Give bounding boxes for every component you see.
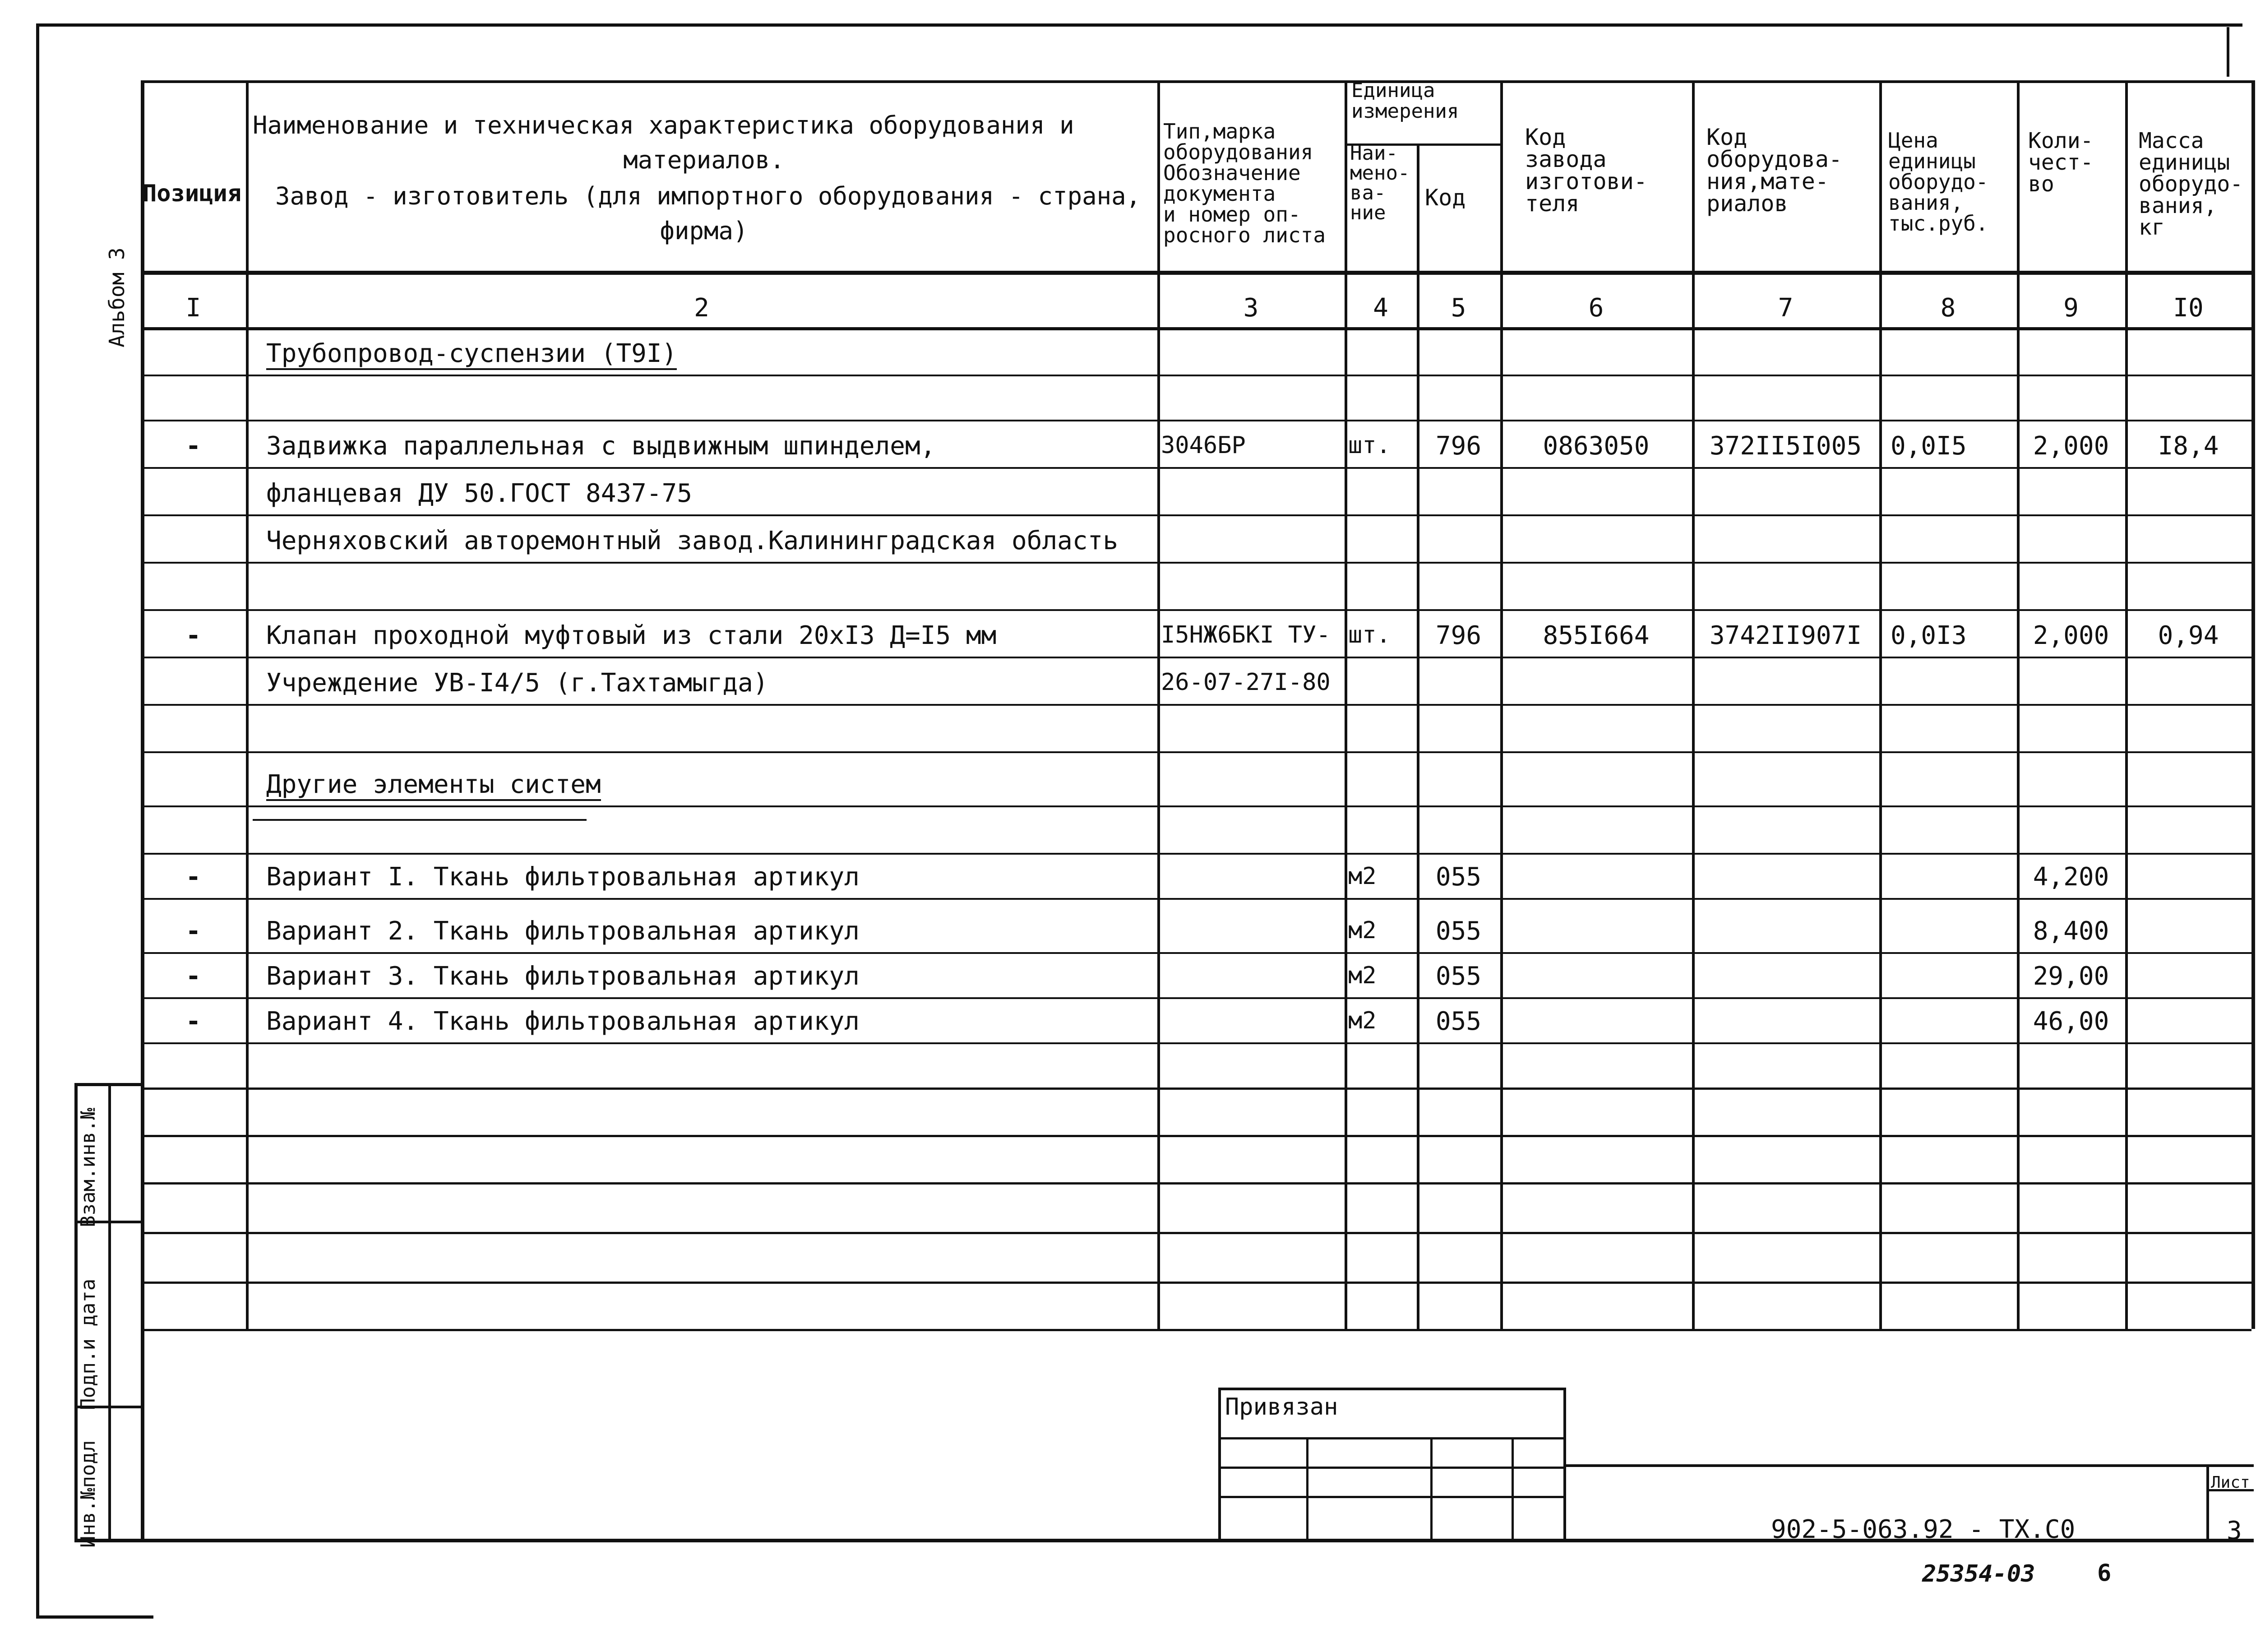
row-line bbox=[141, 751, 2251, 753]
row-name: Вариант I. Ткань фильтровальная артикул bbox=[266, 862, 860, 892]
row-position: - bbox=[185, 1007, 201, 1036]
table-top-line bbox=[141, 80, 2251, 83]
row-name: Вариант 4. Ткань фильтровальная артикул bbox=[266, 1007, 860, 1036]
header-type: Тип,марка оборудования Обозначение документа и номер оп- росного листа bbox=[1163, 119, 1326, 247]
sheet-label: Лист bbox=[2211, 1473, 2250, 1492]
row-unit-code: 055 bbox=[1435, 962, 1482, 991]
header-bottom-line bbox=[141, 271, 2251, 275]
row-unit-code: 055 bbox=[1435, 862, 1482, 892]
row-mass: 0,94 bbox=[2158, 621, 2219, 650]
row-name: Задвижка параллельная с выдвижным шпинделем, bbox=[266, 431, 936, 461]
column-number-10: I0 bbox=[2173, 293, 2204, 323]
row-name: фланцевая ДУ 50.ГОСТ 8437-75 bbox=[266, 479, 693, 508]
column-number-9: 9 bbox=[2063, 293, 2079, 323]
tb-doc-top bbox=[1563, 1464, 2254, 1467]
tb-col bbox=[1512, 1437, 1514, 1541]
tb-col bbox=[1306, 1437, 1308, 1541]
column-number-1: I bbox=[185, 293, 201, 323]
column-number-4: 4 bbox=[1373, 293, 1388, 323]
row-quantity: 8,400 bbox=[2033, 916, 2109, 946]
row-quantity: 46,00 bbox=[2033, 1007, 2109, 1036]
column-line bbox=[2251, 80, 2255, 1329]
stamp-inventory-label: Инв.№подл bbox=[77, 1440, 100, 1548]
row-equipment-code: 3742II907I bbox=[1709, 621, 1862, 650]
row-unit: м2 bbox=[1348, 863, 1377, 890]
header-unit-code: Код bbox=[1425, 185, 1466, 211]
row-line bbox=[141, 514, 2251, 516]
row-position: - bbox=[185, 862, 201, 892]
blank-row-line bbox=[141, 1182, 2251, 1185]
column-line bbox=[141, 80, 144, 1329]
column-number-bottom-line bbox=[141, 327, 2251, 330]
header-name-line2: материалов. bbox=[623, 146, 785, 174]
frame-right-top-tick bbox=[2227, 27, 2229, 77]
stamp-inner-line bbox=[108, 1083, 111, 1541]
row-position: - bbox=[185, 431, 201, 461]
row-mass: I8,4 bbox=[2158, 431, 2219, 461]
album-label: Альбом 3 bbox=[105, 247, 129, 347]
page-number: 6 bbox=[2097, 1559, 2112, 1587]
row-name: Вариант 2. Ткань фильтровальная артикул bbox=[266, 916, 860, 946]
row-name: Вариант 3. Ткань фильтровальная артикул bbox=[266, 962, 860, 991]
column-line bbox=[1345, 80, 1347, 1329]
document-code: 902-5-063.92 - ТХ.С0 bbox=[1771, 1515, 2076, 1544]
stamp-signature-date-label: Подп.и дата bbox=[77, 1278, 100, 1410]
row-type: I5НЖ6БКI ТУ- bbox=[1161, 621, 1331, 648]
frame-left-line bbox=[36, 23, 39, 1616]
column-number-3: 3 bbox=[1243, 293, 1259, 323]
section-underline bbox=[253, 819, 587, 821]
row-line bbox=[141, 1042, 2251, 1044]
row-line bbox=[141, 898, 2251, 900]
row-unit: шт. bbox=[1348, 432, 1391, 459]
tb-left bbox=[1218, 1388, 1221, 1541]
row-name: Трубопровод-суспензии (Т9I) bbox=[266, 341, 677, 370]
row-line bbox=[141, 805, 2251, 807]
row-unit-code: 055 bbox=[1435, 1007, 1482, 1036]
blank-row-line bbox=[141, 1087, 2251, 1090]
row-line bbox=[141, 704, 2251, 706]
column-number-8: 8 bbox=[1940, 293, 1956, 323]
row-factory-code: 855I664 bbox=[1543, 621, 1650, 650]
row-unit-code: 055 bbox=[1435, 916, 1482, 946]
row-position: - bbox=[185, 962, 201, 991]
row-line bbox=[141, 375, 2251, 376]
row-line bbox=[141, 657, 2251, 658]
row-unit: шт. bbox=[1348, 621, 1391, 648]
row-quantity: 2,000 bbox=[2033, 431, 2109, 461]
column-line bbox=[1692, 80, 1695, 1329]
row-unit: м2 bbox=[1348, 962, 1377, 989]
sheet-number: 3 bbox=[2227, 1516, 2242, 1546]
row-line bbox=[141, 562, 2251, 564]
row-line bbox=[141, 997, 2251, 999]
row-quantity: 4,200 bbox=[2033, 862, 2109, 892]
header-name-line3: Завод - изготовитель (для импортного оборудования - страна, bbox=[275, 182, 1141, 210]
blank-row-line bbox=[141, 1282, 2251, 1284]
row-name: Клапан проходной муфтовый из стали 20хI3 Д=I5 мм bbox=[266, 621, 997, 650]
row-name: Черняховский авторемонтный завод.Калининградская область bbox=[266, 526, 1119, 555]
stamp-replacement-label: Взам.инв.№ bbox=[77, 1108, 100, 1227]
blank-row-line bbox=[141, 1329, 2251, 1331]
archive-number: 25354-03 bbox=[1922, 1560, 2035, 1587]
row-factory-code: 0863050 bbox=[1543, 431, 1650, 461]
tb-col bbox=[1430, 1437, 1433, 1541]
row-type: 26-07-27I-80 bbox=[1161, 669, 1331, 696]
row-type: 3046БР bbox=[1161, 432, 1246, 459]
column-number-2: 2 bbox=[694, 293, 709, 323]
column-line bbox=[1417, 143, 1419, 1329]
row-unit: м2 bbox=[1348, 917, 1377, 944]
row-name: Другие элементы систем bbox=[266, 772, 601, 801]
header-factory-code: Код завода изготови- теля bbox=[1525, 124, 1647, 217]
row-position: - bbox=[185, 621, 201, 650]
header-position: Позиция bbox=[143, 180, 242, 207]
tb-top bbox=[1218, 1388, 1566, 1390]
frame-left-lower bbox=[141, 1329, 144, 1541]
blank-row-line bbox=[141, 1232, 2251, 1234]
row-quantity: 29,00 bbox=[2033, 962, 2109, 991]
header-price: Цена единицы оборудо- вания, тыс.руб. bbox=[1888, 128, 1988, 236]
row-line bbox=[141, 609, 2251, 611]
linked-label: Привязан bbox=[1225, 1393, 1338, 1421]
row-quantity: 2,000 bbox=[2033, 621, 2109, 650]
row-price: 0,0I3 bbox=[1891, 621, 1967, 650]
row-equipment-code: 372II5I005 bbox=[1709, 431, 1862, 461]
frame-top-line bbox=[36, 23, 2242, 27]
header-unit-name: Наи- мено- ва- ние bbox=[1350, 142, 1410, 224]
frame-bottom-stub bbox=[36, 1615, 153, 1619]
column-number-6: 6 bbox=[1588, 293, 1604, 323]
header-name-line1: Наименование и техническая характеристика оборудования и bbox=[253, 111, 1074, 139]
column-number-7: 7 bbox=[1778, 293, 1794, 323]
blank-row-line bbox=[141, 1135, 2251, 1137]
tb-sheet-left bbox=[2206, 1464, 2209, 1541]
row-line bbox=[141, 952, 2251, 954]
row-line bbox=[141, 467, 2251, 469]
column-number-5: 5 bbox=[1451, 293, 1466, 323]
column-line bbox=[2017, 80, 2020, 1329]
row-price: 0,0I5 bbox=[1891, 431, 1967, 461]
row-position: - bbox=[185, 916, 201, 946]
column-line bbox=[1500, 80, 1503, 1329]
column-line bbox=[246, 80, 249, 1329]
row-unit: м2 bbox=[1348, 1007, 1377, 1034]
row-unit-code: 796 bbox=[1435, 621, 1482, 650]
column-line bbox=[1157, 80, 1160, 1329]
row-line bbox=[141, 853, 2251, 855]
column-line bbox=[1879, 80, 1882, 1329]
row-unit-code: 796 bbox=[1435, 431, 1482, 461]
header-quantity: Коли- чест- во bbox=[2028, 128, 2094, 197]
row-name: Учреждение УВ-I4/5 (г.Тахтамыгда) bbox=[266, 668, 768, 698]
header-name-line4: фирма) bbox=[660, 217, 748, 245]
header-mass: Масса единицы оборудо- вания, кг bbox=[2139, 128, 2243, 240]
column-line bbox=[2125, 80, 2128, 1329]
row-line bbox=[141, 420, 2251, 421]
header-unit-group: Единица измерения bbox=[1351, 79, 1459, 123]
header-equipment-code: Код оборудова- ния,мате- риалов bbox=[1706, 124, 1843, 217]
